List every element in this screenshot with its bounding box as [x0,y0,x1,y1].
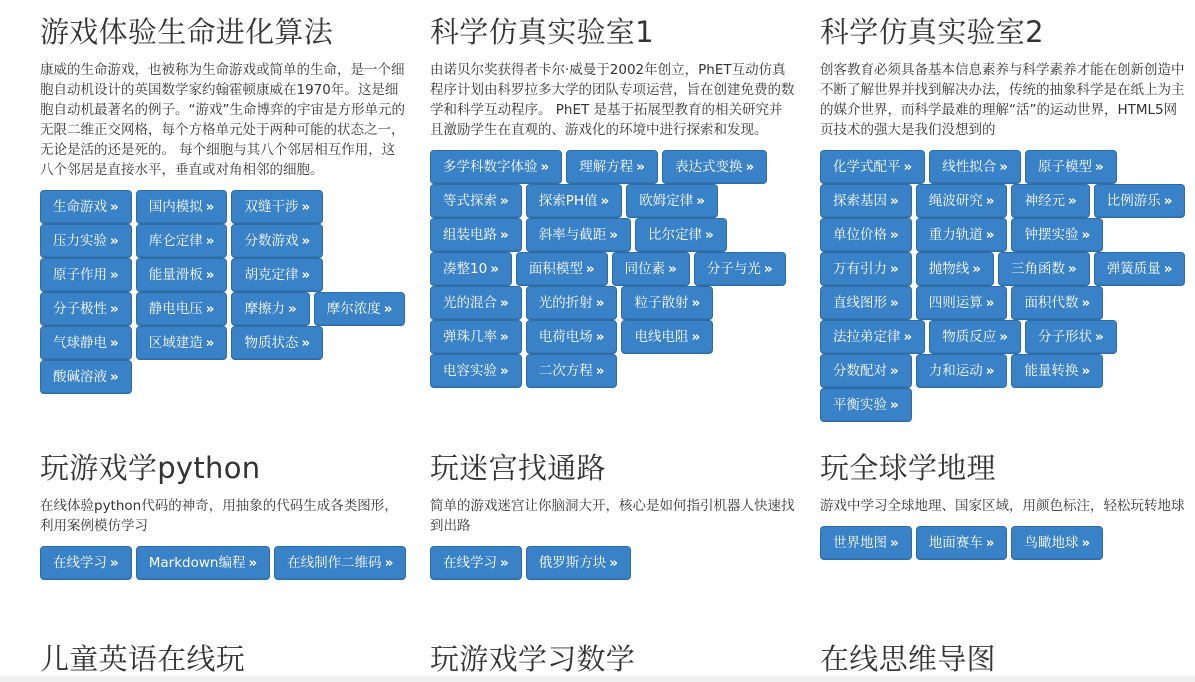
chevron-right-icon: » [999,159,1008,175]
section-title: 玩游戏学python [40,451,261,485]
link-button[interactable] [1094,252,1186,286]
chevron-right-icon: » [384,555,394,571]
link-button[interactable] [526,218,631,252]
button-label: 抛物线 [928,261,970,277]
link-button[interactable] [612,252,690,286]
button-label: 俄罗斯方块 [538,555,607,571]
chevron-right-icon: » [1163,261,1173,277]
link-button[interactable] [274,546,406,580]
chevron-right-icon: » [1081,363,1091,379]
link-button[interactable] [136,546,270,580]
button-label: 分数配对 [833,363,887,379]
button-label: 国内模拟 [148,199,203,215]
chevron-right-icon: » [704,227,714,243]
button-label: 线性拟合 [942,159,997,175]
chevron-right-icon: » [500,227,509,243]
chevron-right-icon: » [985,295,995,311]
link-button[interactable] [929,150,1021,184]
chevron-right-icon: » [585,261,595,277]
section-maze [430,448,796,580]
button-label: 物质反应 [942,329,997,345]
chevron-right-icon: » [985,193,995,209]
chevron-right-icon: » [890,535,899,551]
button-label: 能量转换 [1024,363,1079,379]
link-button[interactable] [621,286,713,320]
chevron-right-icon: » [691,295,701,311]
button-label: 面积代数 [1024,295,1079,311]
chevron-right-icon: » [609,555,618,571]
link-button[interactable] [314,292,406,326]
link-button[interactable] [916,354,1008,388]
button-label: 双缝干涉 [244,199,299,215]
chevron-right-icon: » [595,329,605,345]
chevron-right-icon: » [1094,329,1104,345]
button-label: 物质状态 [244,335,299,351]
button-label: 同位素 [624,261,666,277]
chevron-right-icon: » [490,261,499,277]
button-label: 酸碱溶液 [53,369,107,385]
link-button[interactable] [231,258,323,292]
link-button[interactable] [231,292,309,326]
button-label: 面积模型 [528,261,583,277]
section-title: 游戏体验生命进化算法 [40,15,334,49]
button-label: 生命游戏 [53,199,107,215]
link-button[interactable] [430,218,522,252]
chevron-right-icon: » [890,363,899,379]
button-group [820,150,1192,422]
chevron-right-icon: » [972,261,981,277]
button-label: 原子模型 [1037,159,1092,175]
link-button[interactable] [1025,320,1117,354]
chevron-right-icon: » [500,193,509,209]
button-label: 静电电压 [148,301,203,317]
button-label: 比尔定律 [647,227,702,243]
link-button[interactable] [929,320,1021,354]
link-button[interactable] [820,252,912,286]
chevron-right-icon: » [110,555,119,571]
link-button[interactable] [916,184,1008,218]
button-label: 弹簧质量 [1106,261,1161,277]
link-button[interactable] [820,150,925,184]
chevron-right-icon: » [301,335,311,351]
button-label: 欧姆定律 [639,193,694,209]
link-button[interactable] [820,218,912,252]
section-science-lab-1 [430,12,796,388]
chevron-right-icon: » [248,555,258,571]
button-label: 在线学习 [443,555,497,571]
chevron-right-icon: » [110,199,119,215]
link-button[interactable] [526,320,618,354]
button-label: 法拉弟定律 [833,329,901,345]
button-label: 万有引力 [833,261,887,277]
link-button[interactable] [430,286,522,320]
link-button[interactable] [430,184,522,218]
link-button[interactable] [635,218,727,252]
chevron-right-icon: » [500,295,509,311]
section-description: 创客教育必须具备基本信息素养与科学素养才能在创新创造中不断了解世界并找到解决办法，传统的抽象科学是在纸上为主的媒介世界，而科学最难的理解“活”的运动世界，HTML5网页技术的强大是我们没想到的 [820,62,1185,138]
button-label: 世界地图 [833,535,887,551]
link-button[interactable] [430,320,522,354]
link-button[interactable] [136,292,228,326]
section-title: 在线思维导图 [820,642,996,676]
link-button[interactable] [430,354,522,388]
page-bottom-strip [0,676,1195,682]
section-geography [820,448,1186,560]
link-button[interactable] [820,526,912,560]
section-science-lab-2 [820,12,1186,422]
button-label: 电线电阻 [634,329,689,345]
button-label: 平衡实验 [833,397,887,413]
link-button[interactable] [136,190,228,224]
chevron-right-icon: » [691,329,701,345]
section-description: 简单的游戏迷宫让你脑洞大开，核心是如何指引机器人快速找到出路 [430,498,795,534]
link-button[interactable] [231,190,323,224]
chevron-right-icon: » [763,261,773,277]
button-label: 表达式变换 [674,159,743,175]
button-label: 探索PH值 [538,193,598,209]
button-label: 分数游戏 [244,233,299,249]
link-button[interactable] [1025,150,1117,184]
link-button[interactable] [820,286,912,320]
link-button[interactable] [621,320,713,354]
button-label: 四则运算 [928,295,983,311]
chevron-right-icon: » [500,329,509,345]
button-label: 多学科数字体验 [443,159,538,175]
chevron-right-icon: » [110,267,119,283]
button-label: 电荷电场 [538,329,593,345]
link-button[interactable] [430,150,562,184]
link-button[interactable] [40,190,132,224]
chevron-right-icon: » [999,329,1008,345]
chevron-right-icon: » [903,159,913,175]
link-button[interactable] [136,326,228,360]
section-title: 玩游戏学习数学 [430,642,636,676]
chevron-right-icon: » [985,227,995,243]
link-button[interactable] [231,326,323,360]
button-label: 电容实验 [443,363,497,379]
button-group [40,546,412,580]
button-label: 绳波研究 [928,193,983,209]
button-label: 粒子散射 [634,295,689,311]
chevron-right-icon: » [301,199,311,215]
link-button[interactable] [136,258,228,292]
button-group [430,150,802,388]
chevron-right-icon: » [696,193,705,209]
chevron-right-icon: » [110,233,119,249]
link-button[interactable] [820,388,912,422]
link-button[interactable] [1011,286,1103,320]
button-label: 能量滑板 [148,267,203,283]
link-button[interactable] [40,546,132,580]
chevron-right-icon: » [540,159,550,175]
chevron-right-icon: » [301,267,311,283]
link-button[interactable] [526,184,623,218]
link-button[interactable] [526,546,631,580]
chevron-right-icon: » [383,301,393,317]
chevron-right-icon: » [1067,193,1077,209]
chevron-right-icon: » [500,363,509,379]
chevron-right-icon: » [890,261,899,277]
button-label: 比例游乐 [1106,193,1161,209]
chevron-right-icon: » [985,535,995,551]
link-button[interactable] [430,546,522,580]
button-label: 等式探索 [443,193,497,209]
section-kids-english [40,639,406,679]
link-button[interactable] [916,526,1008,560]
button-label: 分子与光 [706,261,761,277]
chevron-right-icon: » [595,295,605,311]
button-label: 化学式配平 [833,159,901,175]
link-button[interactable] [820,354,912,388]
section-description: 康威的生命游戏，也被称为生命游戏或简单的生命，是一个细胞自动机设计的英国数学家约翰霍顿康威在1970年。这是细胞自动机最著名的例子。“游戏”生命博弈的宇宙是方形单元的无限二维正交网格，每个方格单元处于两种可能的状态之一，无论是活的还是死的。 每个细胞与其八个邻居相互作用，这八个邻居是直接水平，垂直或对角相邻的细胞。 [40,62,405,178]
button-label: 光的混合 [443,295,497,311]
section-math-games [430,639,796,679]
link-button[interactable] [1011,354,1103,388]
link-button[interactable] [1011,526,1103,560]
button-label: 摩尔浓度 [326,301,381,317]
chevron-right-icon: » [903,329,913,345]
button-label: 组装电路 [443,227,497,243]
button-label: 压力实验 [53,233,107,249]
chevron-right-icon: » [668,261,677,277]
link-button[interactable] [694,252,786,286]
button-label: 重力轨道 [928,227,983,243]
link-button[interactable] [626,184,718,218]
button-label: 钟摆实验 [1024,227,1079,243]
link-button[interactable] [1094,184,1186,218]
link-button[interactable] [231,224,323,258]
button-label: 原子作用 [53,267,107,283]
chevron-right-icon: » [890,193,899,209]
button-label: 理解方程 [579,159,634,175]
chevron-right-icon: » [890,295,899,311]
chevron-right-icon: » [110,369,119,385]
chevron-right-icon: » [205,233,215,249]
link-button[interactable] [662,150,767,184]
button-group [430,546,802,580]
link-button[interactable] [1011,218,1103,252]
button-label: 胡克定律 [244,267,299,283]
link-button[interactable] [526,286,618,320]
button-label: 斜率与截距 [538,227,607,243]
chevron-right-icon: » [287,301,297,317]
button-label: Markdown编程 [148,555,246,571]
link-button[interactable] [916,218,1008,252]
chevron-right-icon: » [745,159,755,175]
chevron-right-icon: » [595,363,605,379]
chevron-right-icon: » [609,227,618,243]
button-label: 凑整10 [443,261,488,277]
button-label: 摩擦力 [244,301,285,317]
link-button[interactable] [1011,184,1089,218]
chevron-right-icon: » [301,233,311,249]
button-label: 力和运动 [928,363,983,379]
chevron-right-icon: » [985,363,995,379]
chevron-right-icon: » [636,159,645,175]
button-label: 三角函数 [1010,261,1065,277]
link-button[interactable] [136,224,228,258]
link-button[interactable] [40,292,132,326]
section-title: 玩全球学地理 [820,451,996,485]
chevron-right-icon: » [205,199,215,215]
chevron-right-icon: » [1067,261,1077,277]
chevron-right-icon: » [205,267,215,283]
button-label: 弹珠几率 [443,329,497,345]
section-description: 由诺贝尔奖获得者卡尔·威曼于2002年创立，PhET互动仿真程序计划由科罗拉多大学的团队专项运营，旨在创建免费的数学和科学互动程序。 PhET 是基于拓展型教育的相关研究并且激励学生在直观的、游戏化的环境中进行探索和发现。 [430,62,795,138]
chevron-right-icon: » [890,227,899,243]
chevron-right-icon: » [110,301,119,317]
button-group [40,190,412,394]
link-button[interactable] [916,286,1008,320]
chevron-right-icon: » [110,335,119,351]
chevron-right-icon: » [1163,193,1173,209]
section-title: 玩迷宫找通路 [430,451,606,485]
section-life-game [40,12,406,394]
link-button[interactable] [40,360,132,394]
link-button[interactable] [998,252,1090,286]
link-button[interactable] [820,184,912,218]
section-title: 科学仿真实验室2 [820,15,1044,49]
section-mind-map [820,639,1186,679]
chevron-right-icon: » [1081,227,1091,243]
chevron-right-icon: » [600,193,610,209]
button-label: 鸟瞰地球 [1024,535,1079,551]
button-label: 在线制作二维码 [287,555,382,571]
section-description: 游戏中学习全球地理、国家区域，用颜色标注，轻松玩转地球 [820,498,1185,514]
link-button[interactable] [40,224,132,258]
link-button[interactable] [430,252,512,286]
link-button[interactable] [40,326,132,360]
section-description: 在线体验python代码的神奇，用抽象的代码生成各类图形，利用案例模仿学习 [40,498,398,534]
button-label: 库仑定律 [148,233,203,249]
chevron-right-icon: » [1094,159,1104,175]
chevron-right-icon: » [205,301,215,317]
button-label: 二次方程 [538,363,593,379]
chevron-right-icon: » [1081,295,1091,311]
link-button[interactable] [916,252,994,286]
button-label: 气球静电 [53,335,107,351]
button-label: 分子形状 [1037,329,1092,345]
link-button[interactable] [516,252,608,286]
section-python [40,448,406,580]
button-label: 单位价格 [833,227,887,243]
link-button[interactable] [566,150,658,184]
section-title: 科学仿真实验室1 [430,15,654,49]
button-label: 区域建造 [148,335,203,351]
button-label: 直线图形 [833,295,887,311]
button-label: 神经元 [1024,193,1065,209]
button-group [820,526,1192,560]
button-label: 探索基因 [833,193,887,209]
chevron-right-icon: » [500,555,509,571]
link-button[interactable] [40,258,132,292]
chevron-right-icon: » [1081,535,1091,551]
button-label: 在线学习 [53,555,107,571]
chevron-right-icon: » [890,397,899,413]
button-label: 地面赛车 [928,535,983,551]
button-label: 光的折射 [538,295,593,311]
section-title: 儿童英语在线玩 [40,642,246,676]
link-button[interactable] [526,354,618,388]
chevron-right-icon: » [205,335,215,351]
button-label: 分子极性 [53,301,107,317]
link-button[interactable] [820,320,925,354]
